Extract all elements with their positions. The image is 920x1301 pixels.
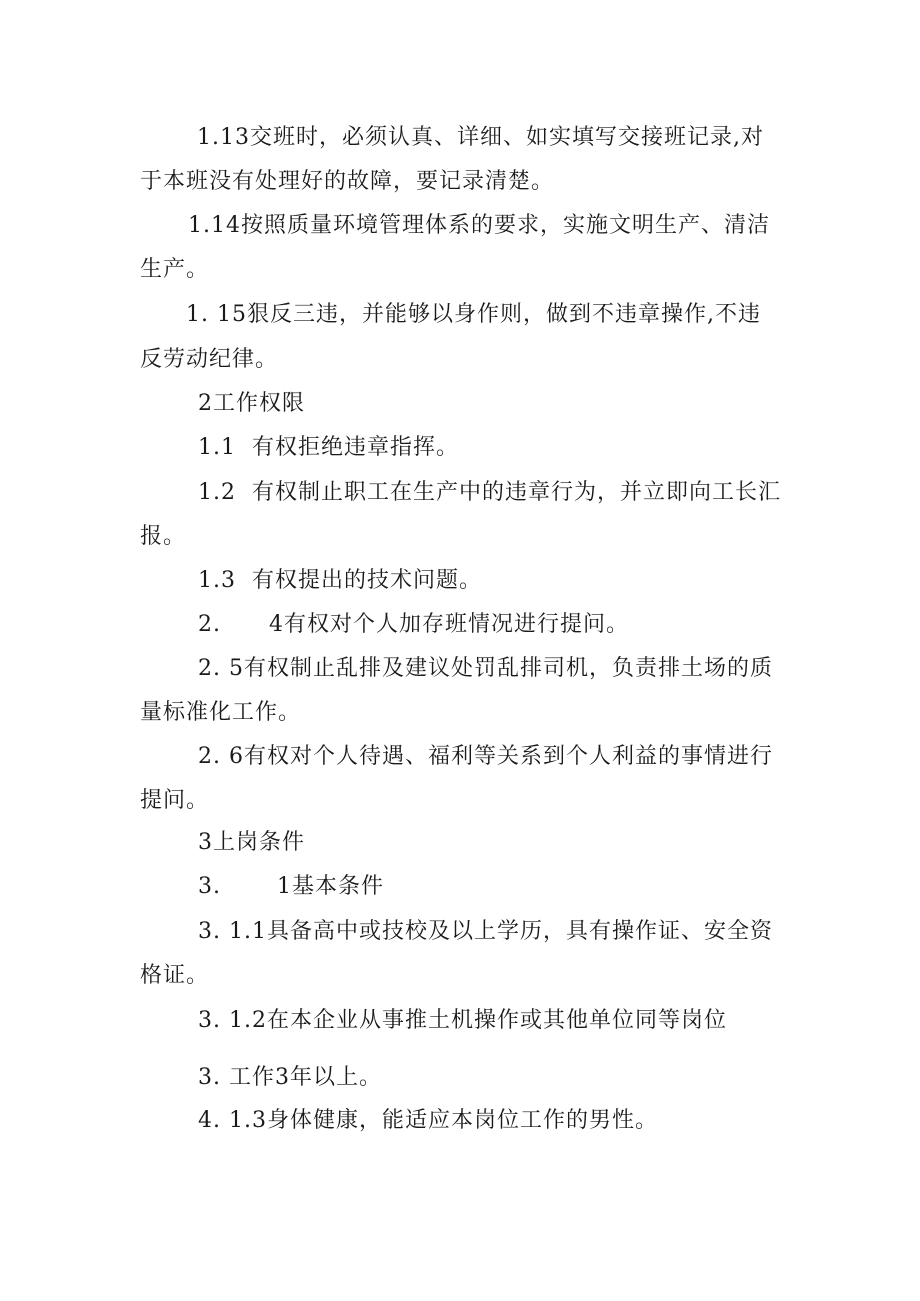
section-heading-2: 2工作权限	[198, 391, 305, 416]
text-line-2-6-cont: 提问。	[140, 788, 210, 813]
text-line-1-13: 1.13交班时，必须认真、详细、如实填写交接班记录,对	[197, 125, 764, 150]
text-line-2-2-cont: 报。	[140, 524, 187, 549]
section-heading-3: 3上岗条件	[198, 830, 305, 855]
text-line-1-14: 1.14按照质量环境管理体系的要求，实施文明生产、清洁	[188, 213, 770, 238]
text-line-3-1: 3. 1基本条件	[198, 874, 384, 899]
text-line-3-1-2: 3. 1.2在本企业从事推土机操作或其他单位同等岗位	[198, 1008, 727, 1033]
text-line-2-3: 1.3 有权提出的技术问题。	[198, 568, 482, 593]
text-line-3-1-1-cont: 格证。	[140, 963, 210, 988]
text-line-1-15-cont: 反劳动纪律。	[140, 347, 279, 372]
text-line-2-6: 2. 6有权对个人待遇、福利等关系到个人利益的事情进行	[198, 744, 773, 769]
text-line-4-1-3: 4. 1.3身体健康，能适应本岗位工作的男性。	[198, 1108, 658, 1133]
text-line-3-1-1: 3. 1.1具备高中或技校及以上学历，具有操作证、安全资	[198, 919, 773, 944]
text-line-1-14-cont: 生产。	[140, 257, 210, 282]
text-line-1-15: 1. 15狠反三违，并能够以身作则，做到不违章操作,不违	[186, 302, 761, 327]
text-line-2-4: 2. 4有权对个人加存班情况进行提问。	[198, 612, 629, 637]
text-line-2-2: 1.2 有权制止职工在生产中的违章行为，并立即向工长汇	[198, 480, 781, 505]
text-line-2-1: 1.1 有权拒绝违章指挥。	[198, 435, 459, 460]
text-line-2-5: 2. 5有权制止乱排及建议处罚乱排司机，负责排土场的质	[198, 656, 773, 681]
text-line-1-13-cont: 于本班没有处理好的故障，要记录清楚。	[140, 169, 555, 194]
text-line-3-1-2-cont: 3. 工作3年以上。	[198, 1065, 382, 1090]
text-line-2-5-cont: 量标准化工作。	[140, 700, 302, 725]
